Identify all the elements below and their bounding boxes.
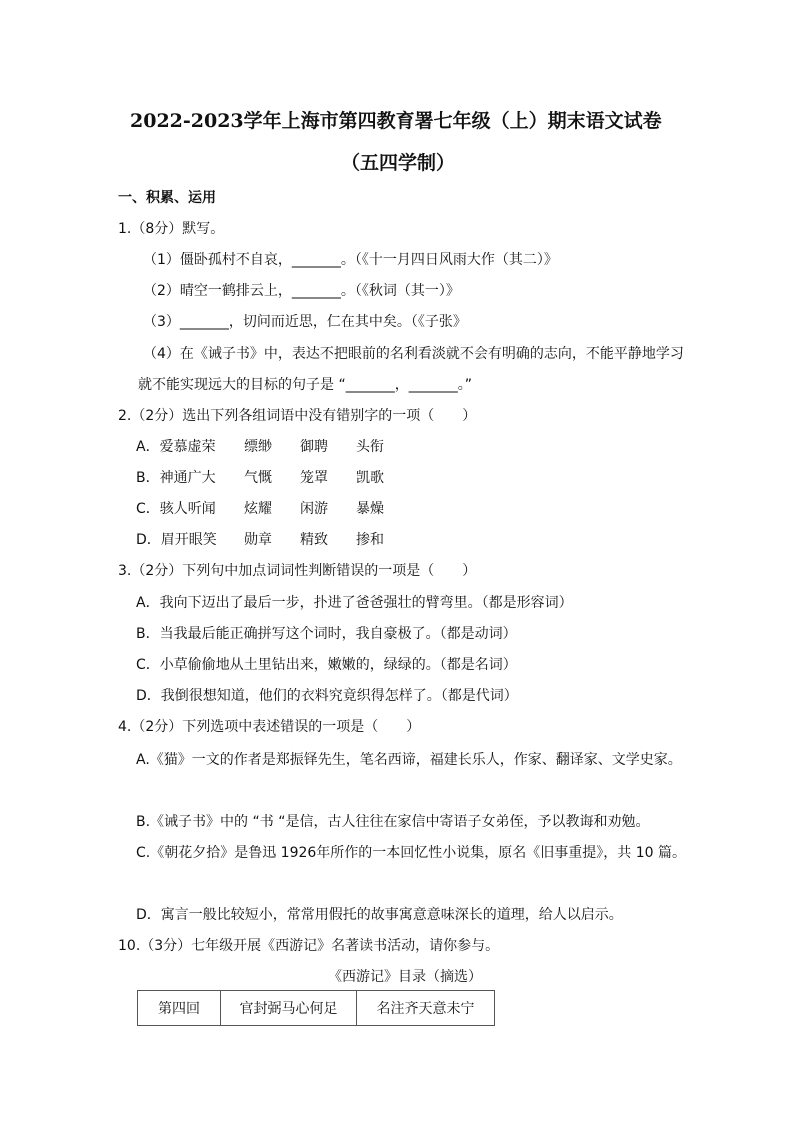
question-4-option: B.《诫子书》中的 “书 “是信，古人往往在家信中寄语子女弟侄，予以教诲和劝勉。	[136, 814, 650, 830]
section-heading: 一、积累、运用	[118, 190, 216, 206]
question-3-stem: 3.（2分）下列句中加点词词性判断错误的一项是（ ）	[118, 563, 477, 579]
table-cell: 名注齐天意未宁	[357, 991, 495, 1026]
table-caption: 《西游记》目录（摘选）	[328, 969, 482, 985]
question-4-option: D．寓言一般比较短小，常常用假托的故事寓意意味深长的道理，给人以启示。	[136, 907, 623, 923]
table-cell: 第四回	[138, 991, 221, 1026]
question-1-item: （4）在《诫子书》中，表达不把眼前的名利看淡就不会有明确的志向，不能平静地学习	[143, 346, 684, 362]
question-2-stem: 2.（2分）选出下列各组词语中没有错别字的一项（ ）	[118, 408, 477, 424]
question-4-option: C.《朝花夕拾》是鲁迅 1926年所作的一本回忆性小说集，原名《旧事重提》，共 10 篇。	[136, 845, 687, 861]
question-1-item: 就不能实现远大的目标的句子是 “_______，_______。”	[138, 377, 472, 393]
question-2-option: D．眉开眼笑 勋章 精致 掺和	[136, 532, 384, 548]
question-2-option: C．骇人听闻 炫耀 闲游 暴燥	[136, 501, 384, 517]
question-3-option: C．小草偷偷地从土里钻出来，嫩嫩的，绿绿的。（都是名词）	[136, 657, 517, 673]
question-1-item: （1）僵卧孤村不自哀，_______。（《十一月四日风雨大作（其二）》	[143, 252, 558, 268]
table-cell: 官封弼马心何足	[221, 991, 357, 1026]
question-4-stem: 4.（2分）下列选项中表述错误的一项是（ ）	[118, 719, 421, 735]
question-1-stem: 1.（8分）默写。	[118, 221, 225, 237]
question-3-option: A．我向下迈出了最后一步，扑进了爸爸强壮的臂弯里。（都是形容词）	[136, 595, 573, 611]
question-4-option: A.《猫》一文的作者是郑振铎先生，笔名西谛，福建长乐人，作家、翻译家、文学史家。	[136, 752, 682, 768]
question-1-item: （2）晴空一鹤排云上，_______。（《秋词（其一）》	[143, 283, 460, 299]
catalog-table	[137, 990, 495, 1026]
question-10-stem: 10.（3分）七年级开展《西游记》名著读书活动，请你参与。	[118, 938, 500, 954]
exam-subtitle: （五四学制）	[341, 152, 456, 174]
exam-title: 2022-2023学年上海市第四教育署七年级（上）期末语文试卷	[130, 110, 662, 132]
table-row	[138, 991, 495, 1026]
question-3-option: D．我倒很想知道，他们的衣料究竟织得怎样了。（都是代词）	[136, 688, 518, 704]
question-2-option: A．爱慕虚荣 缥缈 御聘 头衔	[136, 439, 384, 455]
question-3-option: B．当我最后能正确拼写这个词时，我自豪极了。（都是动词）	[136, 626, 517, 642]
question-1-item: （3）_______，切问而近思，仁在其中矣。（《子张》	[143, 314, 467, 330]
question-2-option: B．神通广大 气慨 笼罩 凯歌	[136, 470, 384, 486]
